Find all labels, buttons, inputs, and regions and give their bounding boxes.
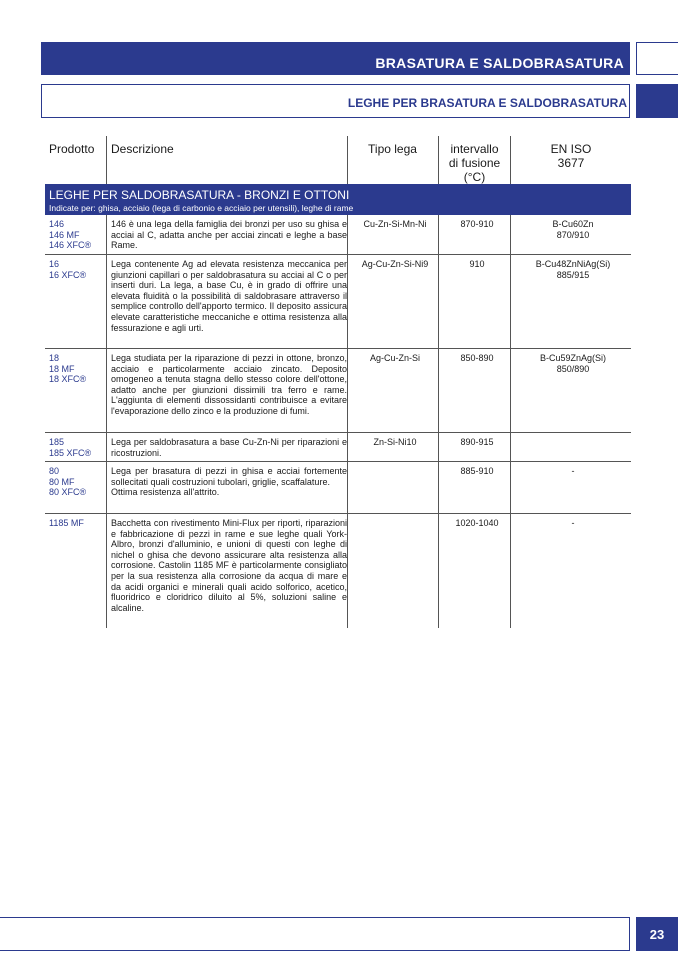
table-row xyxy=(45,514,631,628)
product-codes: 1185 MF xyxy=(49,518,84,528)
en-iso-code: B-Cu48ZnNiAg(Si) 885/915 xyxy=(535,259,611,280)
page-number: 23 xyxy=(636,917,678,951)
col-header-intervallo: intervallo di fusione (°C) xyxy=(448,142,501,184)
table-row xyxy=(45,349,631,433)
melting-range: 910 xyxy=(469,259,485,269)
product-description: Lega per brasatura di pezzi in ghisa e acciai fortemente sollecitati quali costruzioni tubolari, griglie, scaffalature. Ottima resistenza all'attrito. xyxy=(111,466,347,498)
product-codes: 146 146 MF 146 XFC® xyxy=(49,219,92,251)
col-header-descrizione: Descrizione xyxy=(111,142,174,156)
alloy-type: Ag-Cu-Zn-Si xyxy=(369,353,420,363)
section-band-title: LEGHE PER SALDOBRASATURA - BRONZI E OTTONI xyxy=(49,188,350,202)
product-description: Lega studiata per la riparazione di pezzi in ottone, bronzo, acciaio e particolarmente acciaio zincato. Deposito omogeneo a tenuta stagna dello stesso colore dell'ottone, adatto anche per giunzioni dissimili tra ferro e rame. L'aggiunta di elementi dissossidanti contribuisce a evitare l'evaporazione dello zinco e la produzione di fumi. xyxy=(111,353,347,416)
en-iso-code: B-Cu59ZnAg(Si) 850/890 xyxy=(539,353,607,374)
product-codes: 16 16 XFC® xyxy=(49,259,87,280)
en-iso-code: B-Cu60Zn 870/910 xyxy=(552,219,594,240)
header-corner-box xyxy=(636,42,678,75)
product-codes: 80 80 MF 80 XFC® xyxy=(49,466,87,498)
section-band-note: Indicate per: ghisa, acciaio (lega di carbonio e acciaio per utensili), leghe di rame xyxy=(49,203,354,213)
table-row xyxy=(45,255,631,349)
subsection-title: LEGHE PER BRASATURA E SALDOBRASATURA xyxy=(347,96,627,110)
melting-range: 870-910 xyxy=(460,219,494,229)
alloy-type: Zn-Si-Ni10 xyxy=(373,437,417,447)
melting-range: 850-890 xyxy=(460,353,494,363)
alloy-type: Ag-Cu-Zn-Si-Ni9 xyxy=(361,259,429,269)
subsection-header-box xyxy=(41,84,630,118)
alloy-table xyxy=(41,136,630,631)
melting-range: 1020-1040 xyxy=(455,518,499,528)
col-header-tipo: Tipo lega xyxy=(368,142,417,156)
section-header-bar xyxy=(41,42,630,75)
product-codes: 185 185 XFC® xyxy=(49,437,92,458)
product-description: Lega contenente Ag ad elevata resistenza meccanica per giunzioni capillari o per saldobrasatura su acciai al C o per inserti duri. La lega, a base Cu, è in grado di offrire una elevata fluidità o la possibilità di saldobrasare attraverso il semplice controllo dell'apporto termico. Il deposito assicura elevate caratteristiche meccaniche e ottima resistenza alla fessurazione e agli urti. xyxy=(111,259,347,333)
product-description: Bacchetta con rivestimento Mini-Flux per riporti, riparazioni e fabbricazione di pezzi in rame e sue leghe quali York-Albro, bronzi d'alluminio, e unioni di questi con leghe di nichel o ghisa che devono assicurare alta resistenza alla corrosione. Castolin 1185 MF è particolarmente consigliato per la sua resistenza alla corrosione da acqua di mare e da acidi organici e minerali quali acido solforico, acetico, fluoridrico e cloridrico diluito al 5%, soluzioni saline e alcaline. xyxy=(111,518,347,613)
melting-range: 885-910 xyxy=(460,466,494,476)
table-row xyxy=(45,215,631,255)
footer-bar xyxy=(0,917,630,951)
product-description: Lega per saldobrasatura a base Cu-Zn-Ni per riparazioni e ricostruzioni. xyxy=(111,437,347,458)
table-row xyxy=(45,433,631,462)
table-row xyxy=(45,462,631,514)
en-iso-code: - xyxy=(571,466,575,476)
subsection-corner-fill xyxy=(636,84,678,118)
product-codes: 18 18 MF 18 XFC® xyxy=(49,353,87,385)
section-band xyxy=(45,184,631,215)
col-header-prodotto: Prodotto xyxy=(49,142,95,156)
melting-range: 890-915 xyxy=(460,437,494,447)
section-title: BRASATURA E SALDOBRASATURA xyxy=(375,55,624,71)
product-description: 146 è una lega della famiglia dei bronzi per uso su ghisa e acciai al C, adatta anche per acciai zincati e leghe a base Rame. xyxy=(111,219,347,251)
alloy-type: Cu-Zn-Si-Mn-Ni xyxy=(363,219,427,229)
col-header-en-iso: EN ISO 3677 xyxy=(550,142,592,170)
en-iso-code: - xyxy=(571,518,575,528)
